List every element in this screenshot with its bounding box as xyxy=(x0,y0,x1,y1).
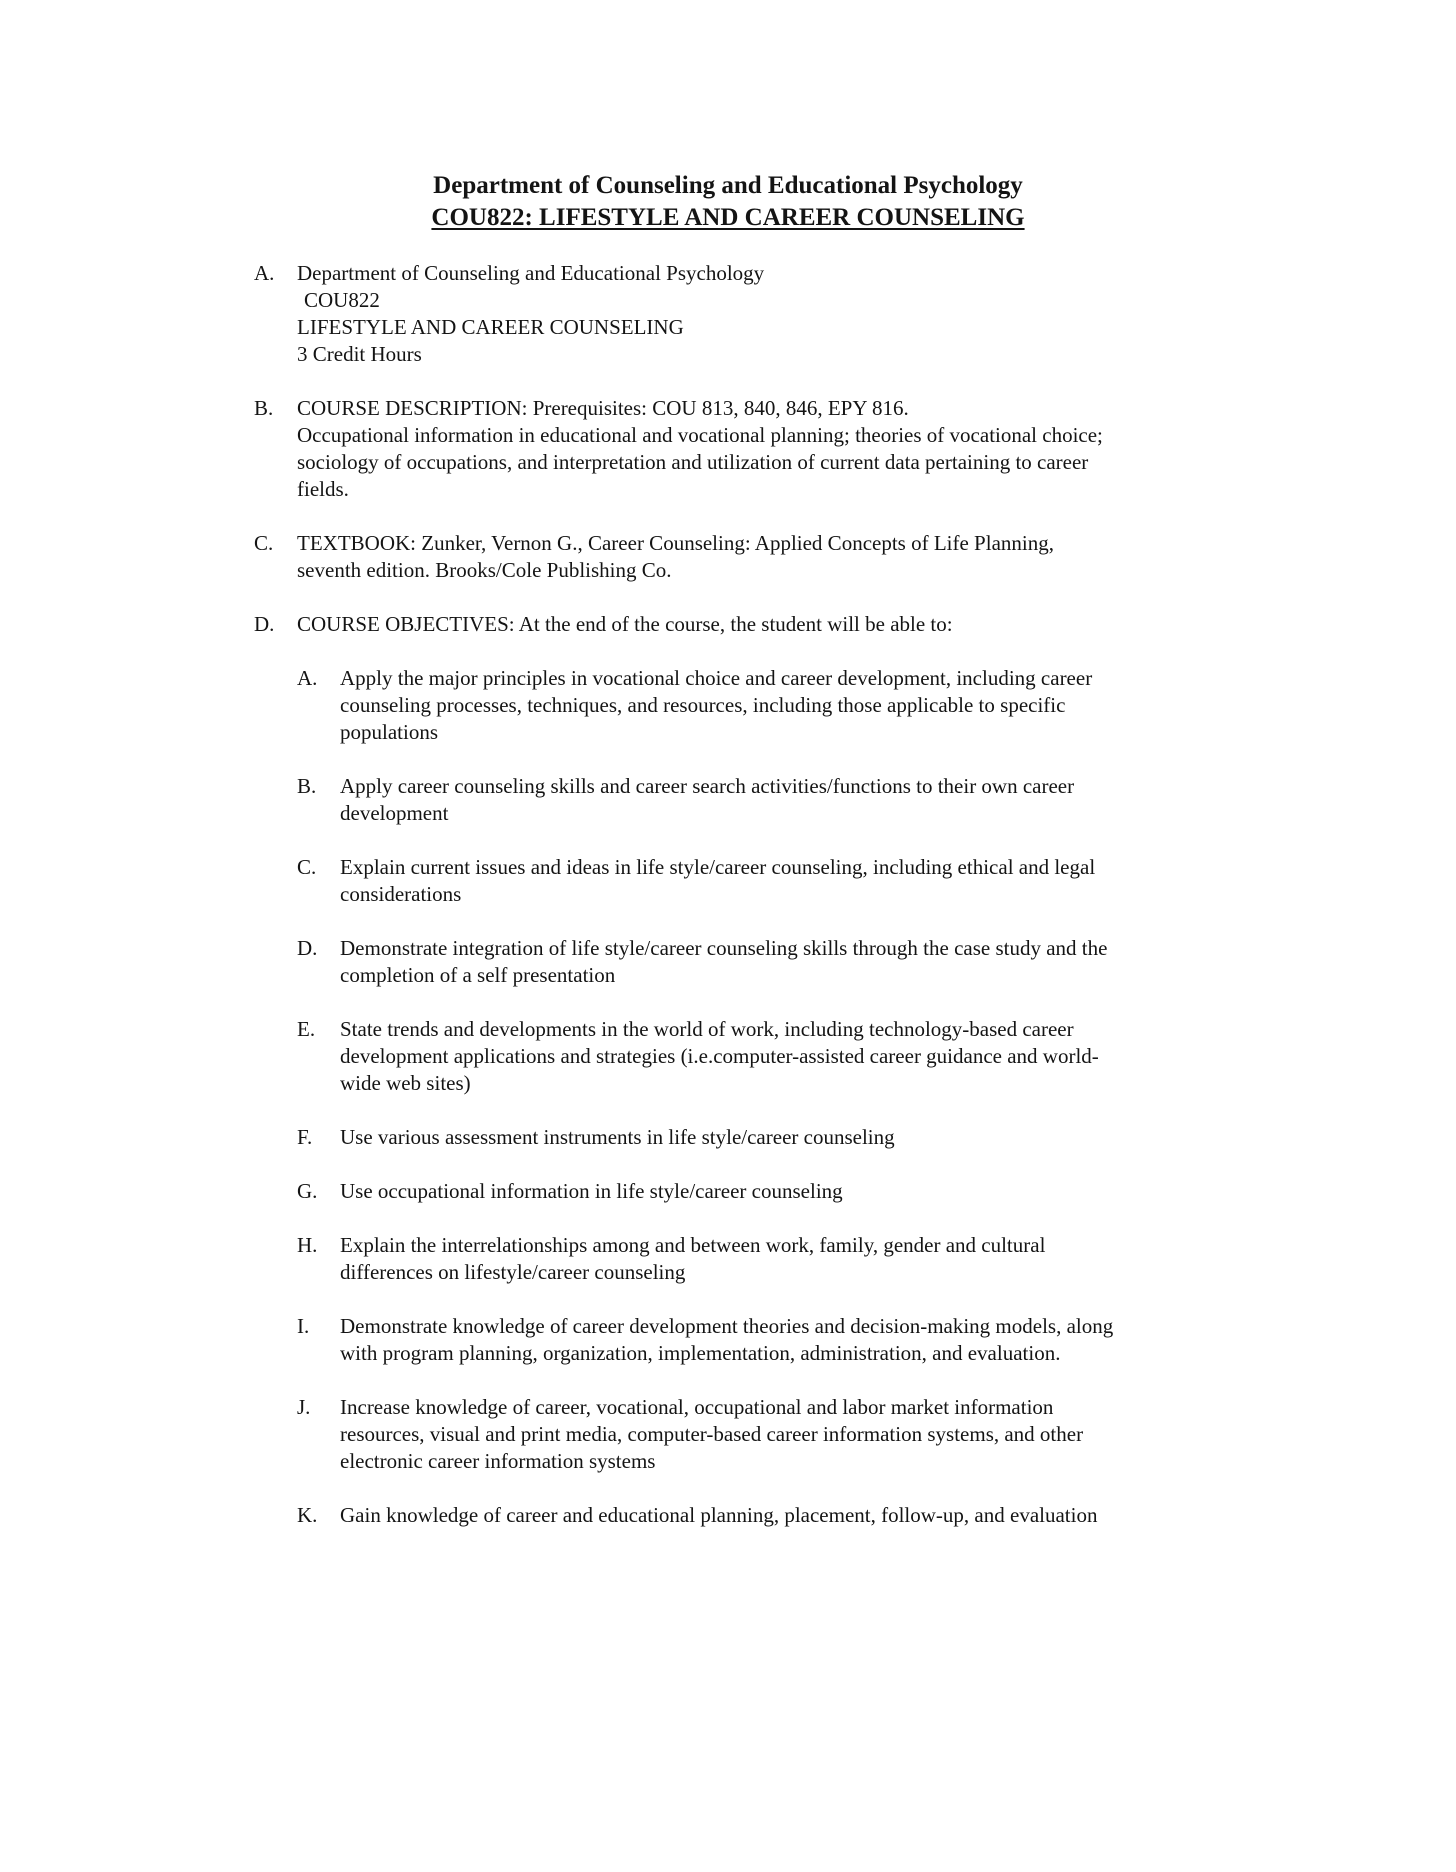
objective-text xyxy=(340,1232,1254,1286)
section-letter: D. xyxy=(254,612,275,636)
objective-line: Use various assessment instruments in life style/career counseling xyxy=(340,1125,895,1149)
objective-line: counseling processes, techniques, and resources, including those applicable to specific xyxy=(340,693,1066,717)
section-letter: B. xyxy=(254,396,274,420)
document-header xyxy=(0,170,1456,234)
objective-item xyxy=(297,1124,1254,1151)
objective-item xyxy=(297,1178,1254,1205)
objective-line: differences on lifestyle/career counseling xyxy=(340,1260,686,1284)
objective-letter: B. xyxy=(297,774,317,798)
objective-item xyxy=(297,1313,1254,1367)
section-b xyxy=(254,395,1254,503)
course-name: LIFESTYLE AND CAREER COUNSELING xyxy=(297,315,684,339)
objective-letter: D. xyxy=(297,936,318,960)
objective-letter: H. xyxy=(297,1233,318,1257)
objective-letter: A. xyxy=(297,666,318,690)
textbook-line: seventh edition. Brooks/Cole Publishing Co. xyxy=(297,558,672,582)
objective-letter: F. xyxy=(297,1125,313,1149)
objective-line: Apply the major principles in vocational choice and career development, including career xyxy=(340,666,1093,690)
objective-line: Apply career counseling skills and career search activities/functions to their own career xyxy=(340,774,1075,798)
objective-letter: E. xyxy=(297,1017,316,1041)
objective-letter: I. xyxy=(297,1314,310,1338)
objective-text xyxy=(340,665,1254,746)
objective-text xyxy=(340,1313,1254,1367)
objectives-list xyxy=(254,665,1254,1529)
objective-letter: C. xyxy=(297,855,317,879)
header-course-title: COU822: LIFESTYLE AND CAREER COUNSELING xyxy=(431,204,1025,231)
section-a xyxy=(254,260,1254,368)
objective-line: Demonstrate integration of life style/career counseling skills through the case study and the xyxy=(340,936,1108,960)
objective-line: Increase knowledge of career, vocational, occupational and labor market information xyxy=(340,1395,1054,1419)
objective-line: development applications and strategies (i.e.computer-assisted career guidance and world- xyxy=(340,1044,1099,1068)
objective-item xyxy=(297,1502,1254,1529)
objective-item xyxy=(297,935,1254,989)
objective-line: electronic career information systems xyxy=(340,1449,656,1473)
objective-line: Use occupational information in life style/career counseling xyxy=(340,1179,843,1203)
description-line: Occupational information in educational and vocational planning; theories of vocational choice; xyxy=(297,423,1103,447)
objective-line: resources, visual and print media, computer-based career information systems, and other xyxy=(340,1422,1084,1446)
objective-line: development xyxy=(340,801,449,825)
textbook xyxy=(297,530,1254,584)
objective-text xyxy=(340,1394,1254,1475)
objective-line: with program planning, organization, implementation, administration, and evaluation. xyxy=(340,1341,1061,1365)
objective-line: State trends and developments in the world of work, including technology-based career xyxy=(340,1017,1074,1041)
objective-line: Gain knowledge of career and educational planning, placement, follow-up, and evaluation xyxy=(340,1503,1098,1527)
objective-text xyxy=(340,854,1254,908)
section-d xyxy=(254,611,1254,638)
objective-letter: G. xyxy=(297,1179,318,1203)
course-objectives-heading: COURSE OBJECTIVES: At the end of the course, the student will be able to: xyxy=(297,612,953,636)
objective-line: completion of a self presentation xyxy=(340,963,616,987)
objective-line: Explain the interrelationships among and between work, family, gender and cultural xyxy=(340,1233,1046,1257)
description-line: COURSE DESCRIPTION: Prerequisites: COU 813, 840, 846, EPY 816. xyxy=(297,396,909,420)
objective-letter: J. xyxy=(297,1395,311,1419)
textbook-line: TEXTBOOK: Zunker, Vernon G., Career Counseling: Applied Concepts of Life Planning, xyxy=(297,531,1054,555)
objective-line: Explain current issues and ideas in life style/career counseling, including ethical and legal xyxy=(340,855,1096,879)
objective-item xyxy=(297,854,1254,908)
credit-hours: 3 Credit Hours xyxy=(297,342,422,366)
header-department: Department of Counseling and Educational Psychology xyxy=(433,172,1023,199)
section-letter: C. xyxy=(254,531,274,555)
objective-item xyxy=(297,1394,1254,1475)
course-description xyxy=(297,395,1254,503)
section-a-body xyxy=(297,260,1254,368)
objective-text xyxy=(340,1178,1254,1205)
description-line: sociology of occupations, and interpretation and utilization of current data pertaining to career xyxy=(297,450,1089,474)
section-c xyxy=(254,530,1254,584)
objective-text xyxy=(340,773,1254,827)
objective-item xyxy=(297,1016,1254,1097)
objective-item xyxy=(297,1232,1254,1286)
section-letter: A. xyxy=(254,261,275,285)
objective-line: Demonstrate knowledge of career development theories and decision-making models, along xyxy=(340,1314,1114,1338)
objective-text xyxy=(340,935,1254,989)
objective-item xyxy=(297,665,1254,746)
objective-text xyxy=(340,1502,1254,1529)
department-name: Department of Counseling and Educational Psychology xyxy=(297,261,765,285)
objective-text xyxy=(340,1124,1254,1151)
objective-item xyxy=(297,773,1254,827)
objective-letter: K. xyxy=(297,1503,318,1527)
objective-line: wide web sites) xyxy=(340,1071,471,1095)
description-line: fields. xyxy=(297,477,349,501)
objective-text xyxy=(340,1016,1254,1097)
course-code: COU822 xyxy=(304,288,380,312)
objective-line: considerations xyxy=(340,882,462,906)
objective-line: populations xyxy=(340,720,438,744)
document-body xyxy=(254,260,1254,1556)
